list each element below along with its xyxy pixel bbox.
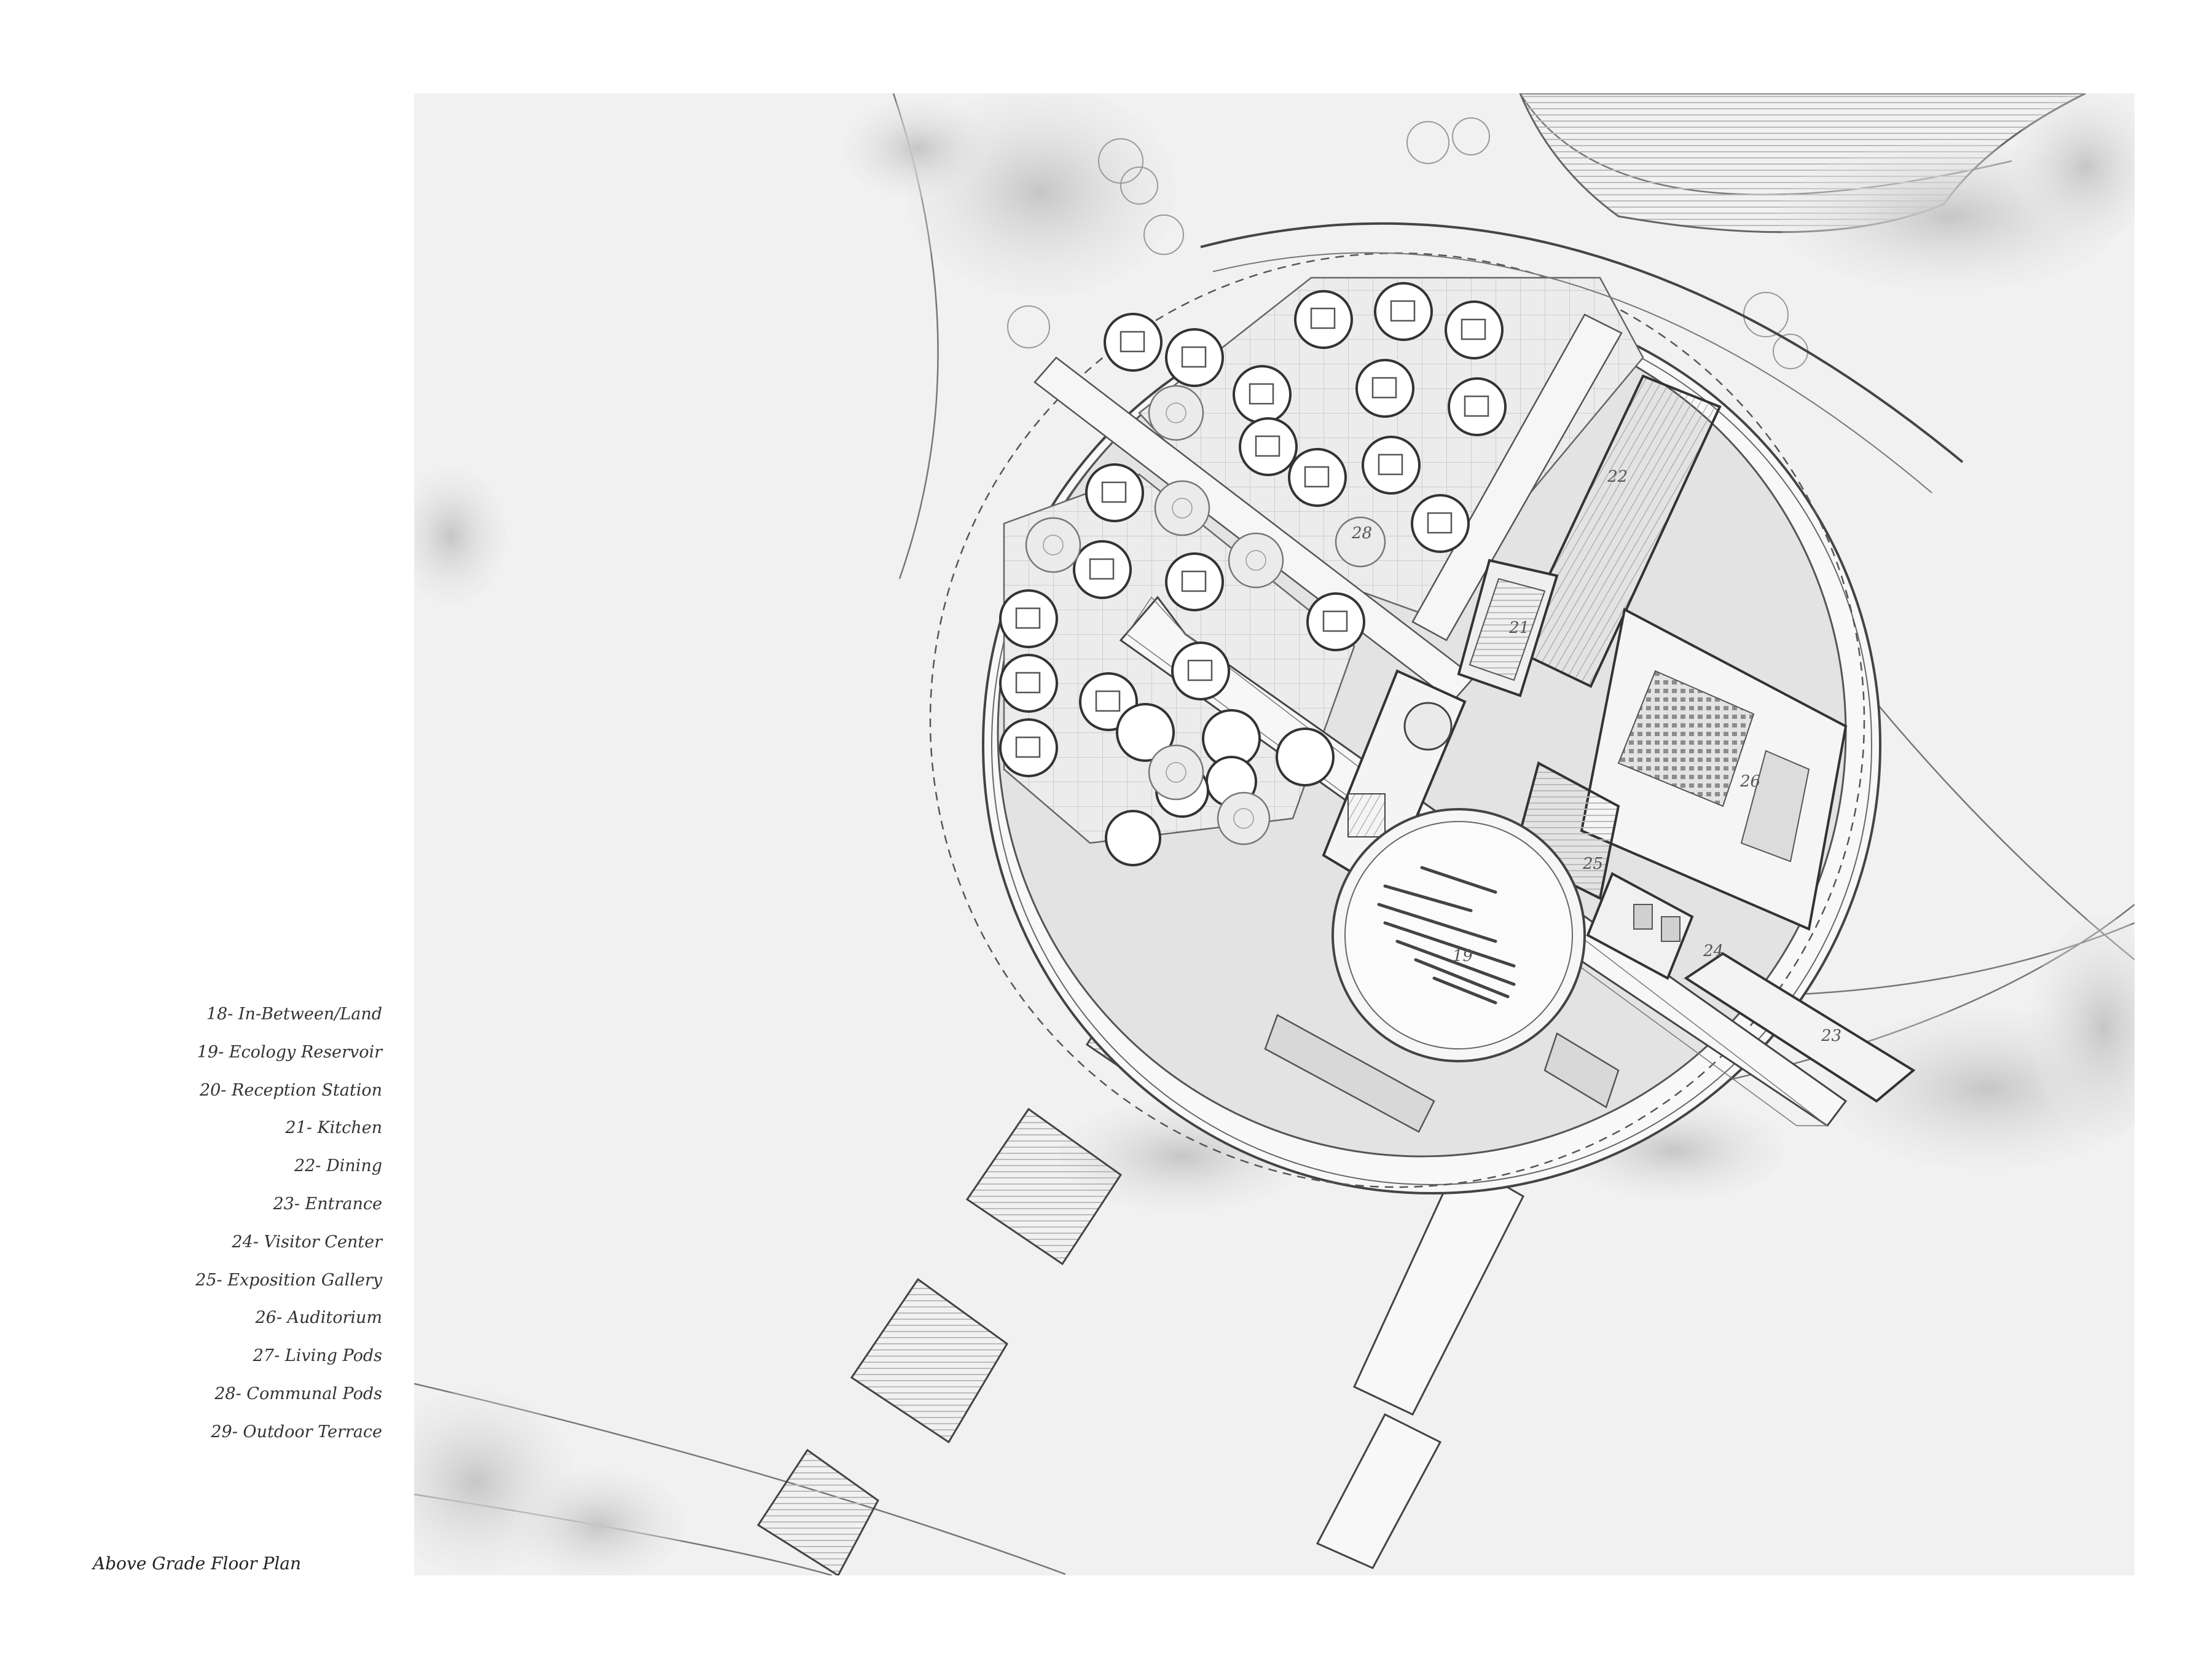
label-21: 21 [1509,619,1530,637]
living-pod [1234,366,1290,423]
communal-pod [1149,745,1203,799]
living-pod [1106,811,1160,865]
living-pod [1000,720,1057,776]
living-pod [1357,360,1413,417]
legend-item-25: 25- Exposition Gallery [195,1270,382,1290]
living-pod [1375,283,1432,340]
legend [0,995,382,1451]
ecology-reservoir-inner [1345,822,1572,1049]
living-pod [1449,378,1505,435]
label-28: 28 [1352,524,1373,543]
living-pod [1086,465,1143,521]
living-pod [1295,291,1352,348]
label-25: 25 [1583,855,1604,873]
communal-pod [1218,793,1269,844]
living-pod [1166,554,1223,610]
living-pod [1000,655,1057,712]
communal-pod [1155,481,1209,535]
living-pod [1105,314,1161,371]
living-pod [1172,643,1229,699]
living-pod [1166,329,1223,386]
legend-item-29: 29- Outdoor Terrace [211,1422,382,1441]
legend-item-18: 18- In-Between/Land [206,1005,382,1024]
legend-item-19: 19- Ecology Reservoir [197,1042,382,1062]
legend-item-21: 21- Kitchen [285,1118,382,1138]
label-22: 22 [1607,468,1628,486]
living-pod [1308,594,1364,650]
label-19: 19 [1453,947,1473,965]
communal-pod [1026,518,1080,572]
living-pod [1074,541,1131,598]
living-pod [1446,302,1502,358]
drawing-title: Above Grade Floor Plan [93,1553,302,1574]
legend-item-27: 27- Living Pods [253,1346,382,1366]
living-pod [1363,437,1419,493]
living-pod [1412,495,1469,552]
living-pod [1277,729,1333,785]
living-pod [1289,449,1346,506]
legend-item-22: 22- Dining [294,1156,382,1176]
legend-item-28: 28- Communal Pods [214,1384,382,1403]
legend-item-23: 23- Entrance [273,1194,382,1214]
floor-plan-drawing [414,93,2135,1575]
legend-item-20: 20- Reception Station [199,1080,382,1100]
legend-item-26: 26- Auditorium [255,1308,382,1328]
communal-pod [1149,386,1203,440]
label-23: 23 [1821,1027,1842,1045]
legend-item-24: 24- Visitor Center [232,1232,382,1252]
living-pod [1000,590,1057,647]
label-24: 24 [1703,942,1724,960]
living-pod [1240,418,1296,475]
communal-pod [1229,533,1283,587]
stair-core [1405,703,1451,750]
label-26: 26 [1740,772,1761,791]
